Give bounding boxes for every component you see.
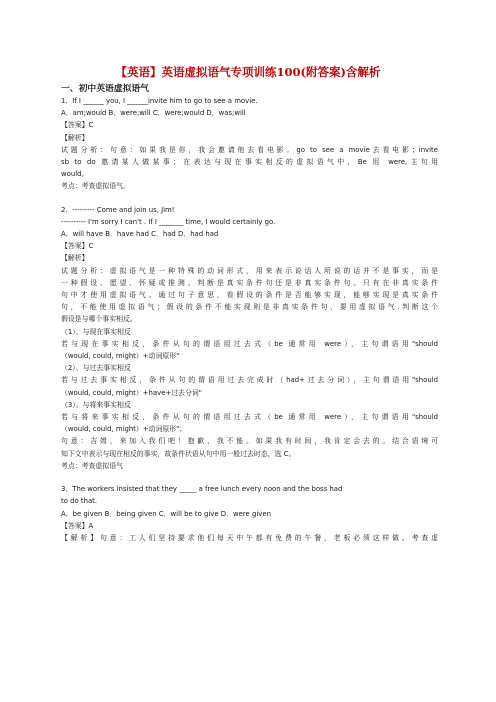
document-body: [61, 84, 438, 544]
question-2: [61, 204, 438, 472]
rule-heading: （1）、与现在事实相反: [61, 327, 131, 336]
question-stem: 2．--------- Come and join us, Jim!: [61, 205, 175, 214]
question-3: [61, 483, 438, 544]
spacer: [61, 472, 438, 483]
rule-text: （would, could, might）+have+过去分词": [61, 388, 202, 397]
rule-text: 若与过去事实相反，条件从句的谓语用过去完成时（had+过去分词），主句谓语用"should: [61, 376, 438, 385]
answer-options: A．will have B．have had C．had D．had had: [61, 230, 219, 239]
topic-note: 考点：考查虚拟语气: [61, 461, 124, 470]
analysis-text: 假设是与哪个事实相反。: [61, 315, 137, 324]
question-1: [61, 95, 438, 193]
rule-heading: （2）、与过去事实相反: [61, 364, 131, 373]
analysis-text: 句意：吉姆，来加入我们吧！抱歉，我不能。如果我有时间，我肯定会去的。结合语境可: [61, 437, 438, 446]
answer-label: 【答案】C: [61, 242, 94, 251]
analysis-text: would。: [61, 170, 89, 179]
document-title: 【英语】英语虚拟语气专项训练100(附答案)含解析: [115, 65, 381, 79]
topic-note: 考点：考查虚拟语气。: [61, 182, 130, 191]
question-stem: 1．If I ______ you, I ______invite him to go to see a movie.: [61, 97, 258, 105]
answer-options: A．am;would B．were;will C．were;would D．was;will: [61, 109, 246, 118]
analysis-text: 一种假设、愿望、怀疑或推测。判断是真实条件句还是非真实条件句。只有在非真实条件: [61, 278, 438, 287]
rule-text: （would, could, might）+动词原形"；: [61, 425, 187, 434]
answer-options: A．be given B．being given C．will be to give D．were given: [61, 509, 271, 518]
question-stem: 3．The workers insisted that they _____ a free lunch every noon and the boss had: [61, 485, 343, 494]
rule-text: 若与将来事实相反，条件从句的谓语用过去式（be 通常用 were），主句谓语用"should: [61, 413, 438, 422]
rule-heading: （3）、与将来事实相反: [61, 400, 131, 409]
analysis-text: 试题分析：虚拟语气是一种特殊的动词形式，用来表示说话人所说的话并不是事实，而是: [61, 266, 438, 275]
rule-text: （would, could, might）+动词原形": [61, 352, 180, 361]
rule-text: 若与现在事实相反，条件从句的谓语用过去式（be 通常用 were），主句谓语用"should: [61, 339, 438, 348]
spacer: [61, 193, 438, 204]
analysis-text: 【解析】句意：工人们坚持要求他们每天中午都有免费的午餐，老板必须这样做。考查虚: [61, 533, 438, 542]
analysis-label: 【解析】: [61, 133, 89, 142]
answer-label: 【答案】A: [61, 521, 94, 530]
analysis-text: 知下文中表示与现在相反的事实，故条件状语从句中用一般过去时态，选 C。: [61, 449, 296, 458]
analysis-label: 【解析】: [61, 254, 89, 263]
analysis-text: sb to do 邀请某人做某事；在表达与现在事实相反的虚拟语气中，Be 用 were,主句用: [61, 158, 438, 167]
question-stem: ---------- I'm sorry I can't . If I _______ time, I would certainly go.: [61, 217, 276, 226]
question-stem: to do that.: [61, 497, 98, 506]
section-heading: 一、初中英语虚拟语气: [61, 84, 149, 94]
analysis-text: 试题分析：句意：如果我是你，我会邀请他去看电影。go to see a movie去看电影；invite: [61, 145, 438, 154]
analysis-text: 句中才使用虚拟语气。通过句子意思，看假设的条件是否能够实现，能够实现是真实条件: [61, 291, 438, 300]
answer-label: 【答案】C: [61, 121, 94, 130]
analysis-text: 句，不能使用虚拟语气；假设的条件不能实现则是非真实条件句，要用虚拟语气.判断这个: [61, 303, 438, 312]
